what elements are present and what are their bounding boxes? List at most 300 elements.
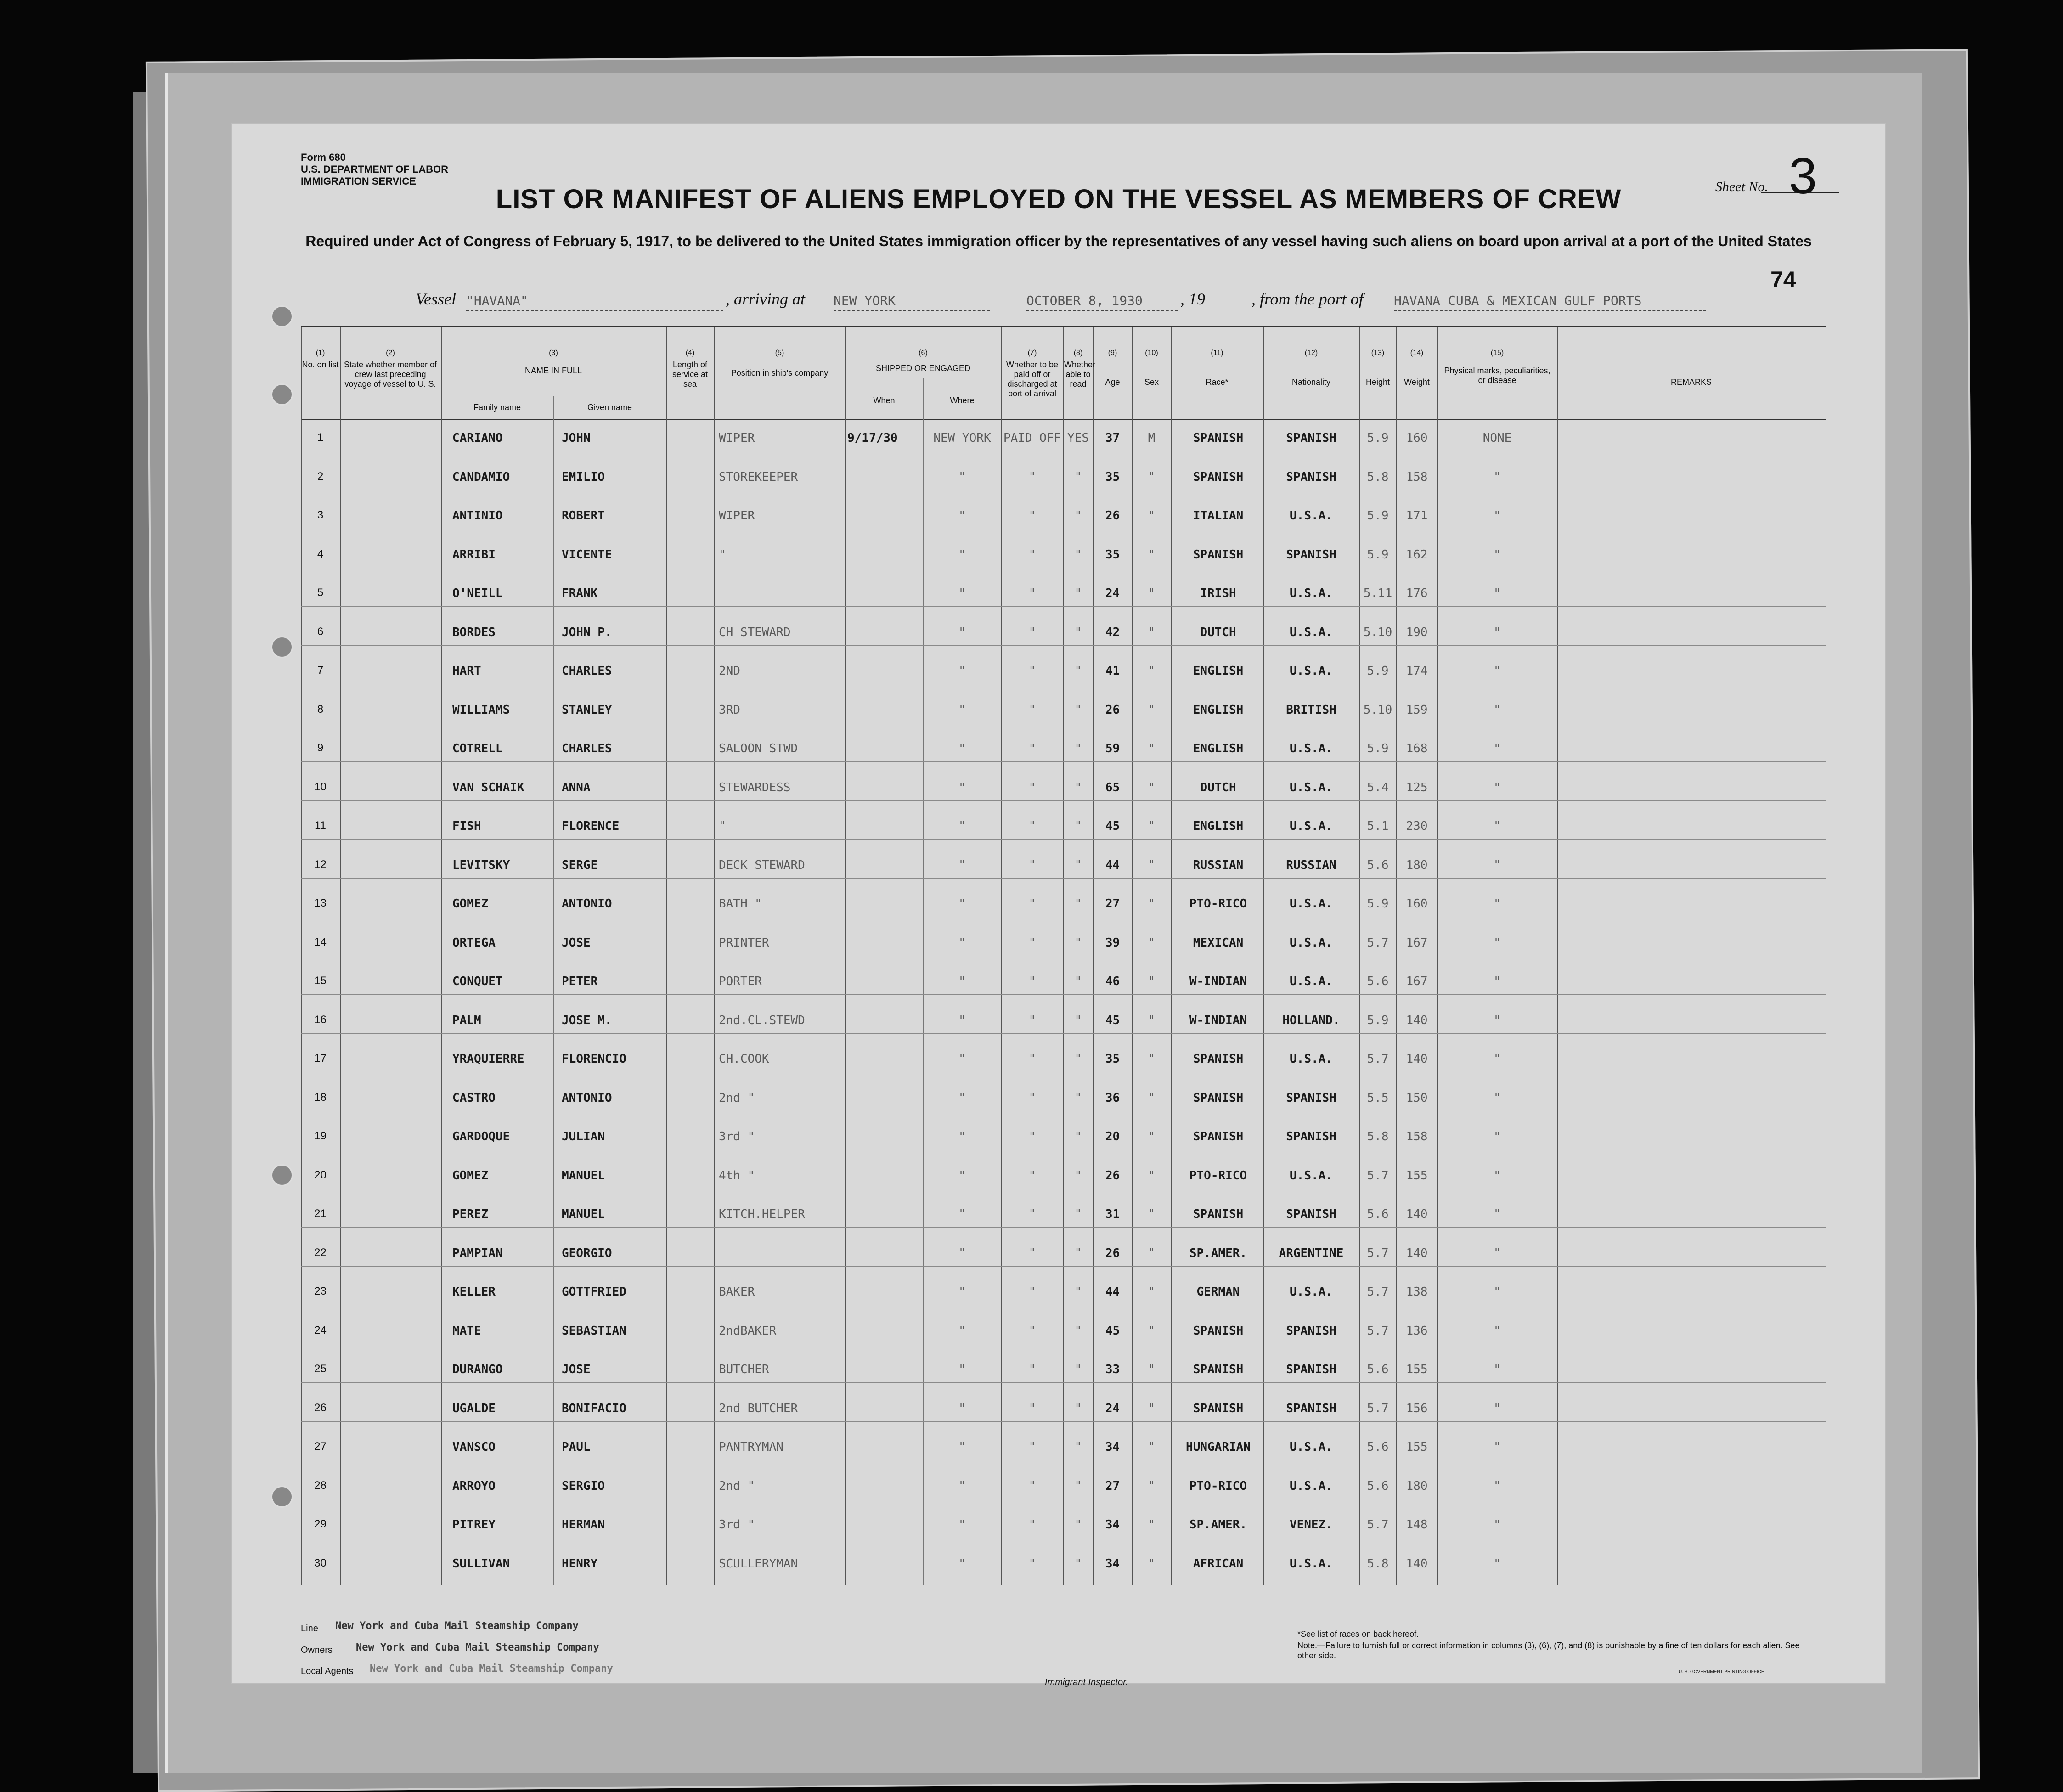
given-name: MANUEL — [562, 1207, 605, 1221]
race: IRISH — [1200, 586, 1236, 600]
manifest-page — [232, 124, 1885, 1687]
race: SPANISH — [1193, 547, 1244, 562]
age: 37 — [1105, 431, 1120, 445]
given-name: JOSE — [562, 935, 591, 950]
physical-marks: " — [1494, 819, 1501, 833]
col-header-race: Race* — [1206, 378, 1229, 387]
family-name: VANSCO — [452, 1440, 496, 1454]
able-to-read: " — [1074, 1013, 1082, 1027]
row-number: 11 — [315, 819, 326, 832]
weight: 140 — [1406, 1207, 1428, 1221]
height: 5.10 — [1363, 703, 1392, 717]
position: DECK STEWARD — [719, 858, 805, 872]
physical-marks: " — [1494, 1013, 1501, 1027]
family-name: KELLER — [452, 1285, 496, 1299]
age: 24 — [1105, 1401, 1120, 1415]
paid-off: " — [1028, 1479, 1036, 1493]
shipped-where: " — [958, 1479, 966, 1493]
position: CH.COOK — [719, 1052, 769, 1066]
sex: M — [1148, 431, 1156, 445]
col-header-no: No. on list — [302, 360, 339, 369]
physical-marks: " — [1494, 470, 1501, 484]
position: BAKER — [719, 1285, 755, 1299]
sex: " — [1148, 470, 1156, 484]
punch-hole — [271, 636, 293, 658]
height: 5.6 — [1367, 1440, 1389, 1454]
col-header-crew-status: State whether member of crew last preceding voyage of vessel to U. S. — [344, 360, 437, 389]
paid-off: " — [1028, 1556, 1036, 1571]
paid-off: " — [1028, 1285, 1036, 1299]
form-identifier — [301, 152, 448, 187]
physical-marks: " — [1494, 1556, 1501, 1571]
height: 5.9 — [1367, 1013, 1389, 1027]
able-to-read: " — [1074, 1285, 1082, 1299]
sex: " — [1148, 1130, 1156, 1144]
race: SPANISH — [1193, 431, 1244, 445]
position: 2nd " — [719, 1091, 755, 1105]
weight: 167 — [1406, 935, 1428, 950]
sex: " — [1148, 1013, 1156, 1027]
age: 45 — [1105, 1324, 1120, 1338]
position: PORTER — [719, 975, 762, 988]
sex: " — [1148, 1479, 1156, 1493]
family-name: LEVITSKY — [452, 858, 510, 872]
family-name: SULLIVAN — [452, 1556, 510, 1571]
given-name: ANNA — [562, 780, 591, 795]
sex: " — [1148, 664, 1156, 678]
nationality: BRITISH — [1286, 703, 1336, 717]
age: 27 — [1105, 1479, 1120, 1493]
shipped-where: " — [958, 625, 966, 639]
nationality: U.S.A. — [1290, 1168, 1333, 1183]
shipped-where: " — [958, 1440, 966, 1454]
paid-off: " — [1028, 1130, 1036, 1144]
nationality: U.S.A. — [1290, 664, 1333, 678]
age: 31 — [1105, 1207, 1120, 1221]
position: 4th " — [719, 1168, 755, 1183]
sex: " — [1148, 703, 1156, 717]
physical-marks: " — [1494, 664, 1501, 678]
col-header-family: Family name — [473, 403, 521, 412]
race: SPANISH — [1193, 1052, 1244, 1066]
sex: " — [1148, 1363, 1156, 1376]
weight: 155 — [1406, 1168, 1428, 1183]
age: 36 — [1105, 1091, 1120, 1105]
owners-label: Owners — [301, 1645, 333, 1655]
row-rule — [301, 761, 1826, 762]
col-header-service: Length of service at sea — [672, 360, 708, 389]
page-subtitle: Required under Act of Congress of February 5, 1917, to be delivered to the United States immigration officer by the representatives of any vessel having such aliens on board upon arrival at a port of the United States — [305, 233, 1812, 249]
shipped-where: NEW YORK — [933, 431, 991, 445]
race: PTO-RICO — [1189, 1168, 1247, 1183]
sex: " — [1148, 1285, 1156, 1299]
row-number: 2 — [317, 470, 324, 483]
sex: " — [1148, 586, 1156, 600]
paid-off: " — [1028, 1246, 1036, 1260]
row-rule — [301, 645, 1826, 646]
row-number: 22 — [314, 1246, 327, 1259]
family-name: COTRELL — [452, 742, 503, 755]
family-name: DURANGO — [452, 1363, 503, 1376]
height: 5.5 — [1367, 1091, 1389, 1105]
family-name: CONQUET — [452, 975, 503, 988]
nationality: SPANISH — [1286, 547, 1336, 562]
physical-marks: " — [1494, 1207, 1501, 1221]
col-header-paid-off: Whether to be paid off or discharged at port of arrival — [1006, 360, 1059, 398]
nationality: SPANISH — [1286, 1091, 1336, 1105]
physical-marks: " — [1494, 1091, 1501, 1105]
form-number: Form 680 — [301, 152, 346, 163]
sex: " — [1148, 1052, 1156, 1066]
position: " — [719, 547, 726, 562]
height: 5.7 — [1367, 1168, 1389, 1183]
able-to-read: " — [1074, 547, 1082, 562]
paid-off: " — [1028, 1207, 1036, 1221]
height: 5.4 — [1367, 780, 1389, 795]
race: AFRICAN — [1193, 1556, 1244, 1571]
paid-off: " — [1028, 1324, 1036, 1338]
weight: 174 — [1406, 664, 1428, 678]
physical-marks: " — [1494, 975, 1501, 988]
given-name: JOHN P. — [562, 625, 612, 639]
weight: 167 — [1406, 975, 1428, 988]
family-name: BORDES — [452, 625, 496, 639]
height: 5.9 — [1367, 509, 1389, 523]
position: BUTCHER — [719, 1363, 769, 1376]
given-name: ANTONIO — [562, 897, 612, 911]
position: 3rd " — [719, 1130, 755, 1144]
physical-marks: " — [1494, 547, 1501, 562]
height: 5.8 — [1367, 470, 1389, 484]
nationality: U.S.A. — [1290, 1556, 1333, 1571]
given-name: JOSE M. — [562, 1013, 612, 1027]
family-name: GARDOQUE — [452, 1130, 510, 1144]
physical-marks: " — [1494, 935, 1501, 950]
departure-ports: HAVANA CUBA & MEXICAN GULF PORTS — [1394, 293, 1706, 311]
physical-marks: " — [1494, 586, 1501, 600]
service-name: IMMIGRATION SERVICE — [301, 175, 416, 187]
position: 3RD — [719, 703, 740, 717]
shipped-where: " — [958, 780, 966, 795]
col-header-given: Given name — [587, 403, 632, 412]
row-number: 16 — [314, 1013, 327, 1026]
height: 5.6 — [1367, 975, 1389, 988]
row-rule — [301, 800, 1826, 801]
age: 33 — [1105, 1363, 1120, 1376]
nationality: U.S.A. — [1290, 1479, 1333, 1493]
height: 5.7 — [1367, 1518, 1389, 1532]
family-name: UGALDE — [452, 1401, 496, 1415]
able-to-read: " — [1074, 1052, 1082, 1066]
col-header-physical-marks: Physical marks, peculiarities, or disease — [1444, 366, 1550, 385]
weight: 158 — [1406, 1130, 1428, 1144]
nationality: SPANISH — [1286, 431, 1336, 445]
paid-off: " — [1028, 1363, 1036, 1376]
row-number: 24 — [314, 1324, 327, 1336]
sheet-number-label: Sheet No. — [1715, 179, 1768, 194]
race: W-INDIAN — [1189, 975, 1247, 988]
weight: 140 — [1406, 1052, 1428, 1066]
nationality: HOLLAND. — [1282, 1013, 1340, 1027]
given-name: HERMAN — [562, 1518, 605, 1532]
shipped-where: " — [958, 1518, 966, 1532]
immigrant-inspector-label: Immigrant Inspector. — [1045, 1677, 1128, 1687]
family-name: ARROYO — [452, 1479, 496, 1493]
given-name: CHARLES — [562, 664, 612, 678]
race: PTO-RICO — [1189, 897, 1247, 911]
row-rule — [301, 606, 1826, 607]
row-number: 3 — [317, 509, 324, 521]
row-number: 26 — [314, 1401, 327, 1414]
row-number: 1 — [317, 431, 324, 444]
nationality: U.S.A. — [1290, 509, 1333, 523]
age: 45 — [1105, 819, 1120, 833]
row-number: 5 — [317, 586, 324, 599]
given-name: GOTTFRIED — [562, 1285, 626, 1299]
col-header-nationality: Nationality — [1291, 378, 1331, 387]
family-name: GOMEZ — [452, 897, 489, 911]
shipped-where: " — [958, 1207, 966, 1221]
age: 26 — [1105, 509, 1120, 523]
physical-marks: " — [1494, 703, 1501, 717]
family-name: GOMEZ — [452, 1168, 489, 1183]
paid-off: " — [1028, 1052, 1036, 1066]
nationality: U.S.A. — [1290, 625, 1333, 639]
shipped-where: " — [958, 1285, 966, 1299]
sex: " — [1148, 1091, 1156, 1105]
shipped-when: 9/17/30 — [847, 431, 898, 445]
height: 5.8 — [1367, 1130, 1389, 1144]
able-to-read: " — [1074, 1363, 1082, 1376]
sex: " — [1148, 858, 1156, 872]
sex: " — [1148, 1168, 1156, 1183]
shipped-where: " — [958, 664, 966, 678]
paid-off: " — [1028, 780, 1036, 795]
physical-marks: NONE — [1482, 431, 1512, 445]
height: 5.7 — [1367, 1285, 1389, 1299]
row-number: 9 — [317, 742, 324, 754]
able-to-read: " — [1074, 1479, 1082, 1493]
vessel-label: Vessel — [416, 290, 456, 308]
col-header-height: Height — [1365, 378, 1390, 387]
row-rule — [301, 1033, 1826, 1034]
age: 34 — [1105, 1518, 1120, 1532]
row-number: 23 — [314, 1285, 327, 1297]
able-to-read: " — [1074, 1324, 1082, 1338]
race: SP.AMER. — [1189, 1518, 1247, 1532]
age: 26 — [1105, 1246, 1120, 1260]
paid-off: " — [1028, 470, 1036, 484]
height: 5.9 — [1367, 664, 1389, 678]
position: SALOON STWD — [719, 742, 798, 755]
row-number: 29 — [314, 1518, 327, 1530]
row-rule — [301, 1382, 1826, 1383]
shipped-where: " — [958, 547, 966, 562]
sex: " — [1148, 1556, 1156, 1571]
row-number: 13 — [314, 897, 327, 909]
race: GERMAN — [1196, 1285, 1240, 1299]
able-to-read: " — [1074, 1440, 1082, 1454]
able-to-read: " — [1074, 1246, 1082, 1260]
given-name: BONIFACIO — [562, 1401, 626, 1415]
physical-marks: " — [1494, 509, 1501, 523]
shipped-where: " — [958, 1556, 966, 1571]
able-to-read: YES — [1067, 431, 1089, 445]
shipped-where: " — [958, 975, 966, 988]
shipped-where: " — [958, 1052, 966, 1066]
age: 46 — [1105, 975, 1120, 988]
race: SPANISH — [1193, 1363, 1244, 1376]
voyage-line — [232, 289, 1885, 317]
height: 5.10 — [1363, 625, 1392, 639]
given-name: PETER — [562, 975, 598, 988]
physical-marks: " — [1494, 858, 1501, 872]
physical-marks: " — [1494, 625, 1501, 639]
family-name: CANDAMIO — [452, 470, 510, 484]
physical-marks: " — [1494, 1324, 1501, 1338]
race: ITALIAN — [1193, 509, 1244, 523]
row-number: 10 — [314, 780, 327, 793]
row-number: 8 — [317, 703, 324, 716]
given-name: STANLEY — [562, 703, 612, 717]
sex: " — [1148, 1246, 1156, 1260]
sex: " — [1148, 1324, 1156, 1338]
able-to-read: " — [1074, 742, 1082, 755]
sheet-number: 3 — [1789, 148, 1817, 204]
given-name: JOSE — [562, 1363, 591, 1376]
nationality: VENEZ. — [1290, 1518, 1333, 1532]
col-header-age: Age — [1105, 378, 1120, 387]
shipped-where: " — [958, 819, 966, 833]
shipped-where: " — [958, 858, 966, 872]
able-to-read: " — [1074, 509, 1082, 523]
owners: New York and Cuba Mail Steamship Company — [356, 1642, 599, 1653]
shipped-where: " — [958, 470, 966, 484]
race: MEXICAN — [1193, 935, 1244, 950]
given-name: SERGIO — [562, 1479, 605, 1493]
age: 39 — [1105, 935, 1120, 950]
physical-marks: " — [1494, 742, 1501, 755]
nationality: U.S.A. — [1290, 975, 1333, 988]
punch-hole — [271, 383, 293, 406]
family-name: CASTRO — [452, 1091, 496, 1105]
weight: 160 — [1406, 897, 1428, 911]
row-number: 4 — [317, 547, 324, 560]
row-number: 6 — [317, 625, 324, 638]
sex: " — [1148, 547, 1156, 562]
given-name: GEORGIO — [562, 1246, 612, 1260]
able-to-read: " — [1074, 586, 1082, 600]
position: PANTRYMAN — [719, 1440, 783, 1454]
paid-off: " — [1028, 975, 1036, 988]
sex: " — [1148, 897, 1156, 911]
physical-marks: " — [1494, 1130, 1501, 1144]
paid-off: " — [1028, 703, 1036, 717]
given-name: CHARLES — [562, 742, 612, 755]
row-number: 27 — [314, 1440, 327, 1453]
given-name: FRANK — [562, 586, 598, 600]
row-rule — [301, 878, 1826, 879]
height: 5.9 — [1367, 897, 1389, 911]
paid-off: " — [1028, 897, 1036, 911]
paid-off: " — [1028, 664, 1036, 678]
paid-off: " — [1028, 586, 1036, 600]
family-name: ANTINIO — [452, 509, 503, 523]
height: 5.7 — [1367, 935, 1389, 950]
paid-off: " — [1028, 1168, 1036, 1183]
physical-marks: " — [1494, 897, 1501, 911]
arrival-date: OCTOBER 8, 1930 — [1026, 293, 1178, 311]
able-to-read: " — [1074, 897, 1082, 911]
family-name: CARIANO — [452, 431, 503, 445]
punch-hole — [271, 1486, 293, 1508]
sex: " — [1148, 819, 1156, 833]
age: 35 — [1105, 1052, 1120, 1066]
able-to-read: " — [1074, 935, 1082, 950]
nationality: ARGENTINE — [1279, 1246, 1344, 1260]
weight: 148 — [1406, 1518, 1428, 1532]
row-number: 14 — [314, 935, 327, 948]
race: SPANISH — [1193, 470, 1244, 484]
age: 42 — [1105, 625, 1120, 639]
weight: 155 — [1406, 1440, 1428, 1454]
paid-off: " — [1028, 1091, 1036, 1105]
age: 44 — [1105, 858, 1120, 872]
able-to-read: " — [1074, 1207, 1082, 1221]
height: 5.6 — [1367, 1363, 1389, 1376]
height: 5.7 — [1367, 1246, 1389, 1260]
family-name: PEREZ — [452, 1207, 489, 1221]
able-to-read: " — [1074, 470, 1082, 484]
weight: 180 — [1406, 1479, 1428, 1493]
paid-off: " — [1028, 509, 1036, 523]
position: WIPER — [719, 431, 755, 445]
race: SPANISH — [1193, 1091, 1244, 1105]
family-name: PAMPIAN — [452, 1246, 503, 1260]
able-to-read: " — [1074, 1556, 1082, 1571]
paid-off: " — [1028, 1401, 1036, 1415]
row-number: 18 — [314, 1091, 327, 1104]
physical-marks: " — [1494, 1518, 1501, 1532]
shipped-where: " — [958, 935, 966, 950]
age: 45 — [1105, 1013, 1120, 1027]
position: 2nd.CL.STEWD — [719, 1013, 805, 1027]
height: 5.6 — [1367, 1479, 1389, 1493]
race: ENGLISH — [1193, 703, 1244, 717]
nationality: U.S.A. — [1290, 1285, 1333, 1299]
year-label: , 19 — [1180, 290, 1205, 308]
family-name: YRAQUIERRE — [452, 1052, 524, 1066]
row-number: 15 — [314, 975, 327, 987]
shipped-where: " — [958, 1401, 966, 1415]
race: SPANISH — [1193, 1324, 1244, 1338]
height: 5.11 — [1363, 586, 1392, 600]
age: 41 — [1105, 664, 1120, 678]
able-to-read: " — [1074, 780, 1082, 795]
position: STOREKEEPER — [719, 470, 798, 484]
department-name: U.S. DEPARTMENT OF LABOR — [301, 163, 449, 175]
paid-off: " — [1028, 819, 1036, 833]
failure-note: Note.—Failure to furnish full or correct information in columns (3), (6), (7), and (8) is punishable by a fine of ten dollars for each alien. See other side. — [1297, 1641, 1800, 1660]
weight: 190 — [1406, 625, 1428, 639]
weight: 156 — [1406, 1401, 1428, 1415]
sex: " — [1148, 1440, 1156, 1454]
col-header-when: When — [873, 396, 895, 405]
row-rule — [301, 994, 1826, 995]
position: KITCH.HELPER — [719, 1207, 805, 1221]
height: 5.7 — [1367, 1324, 1389, 1338]
nationality: SPANISH — [1286, 1324, 1336, 1338]
